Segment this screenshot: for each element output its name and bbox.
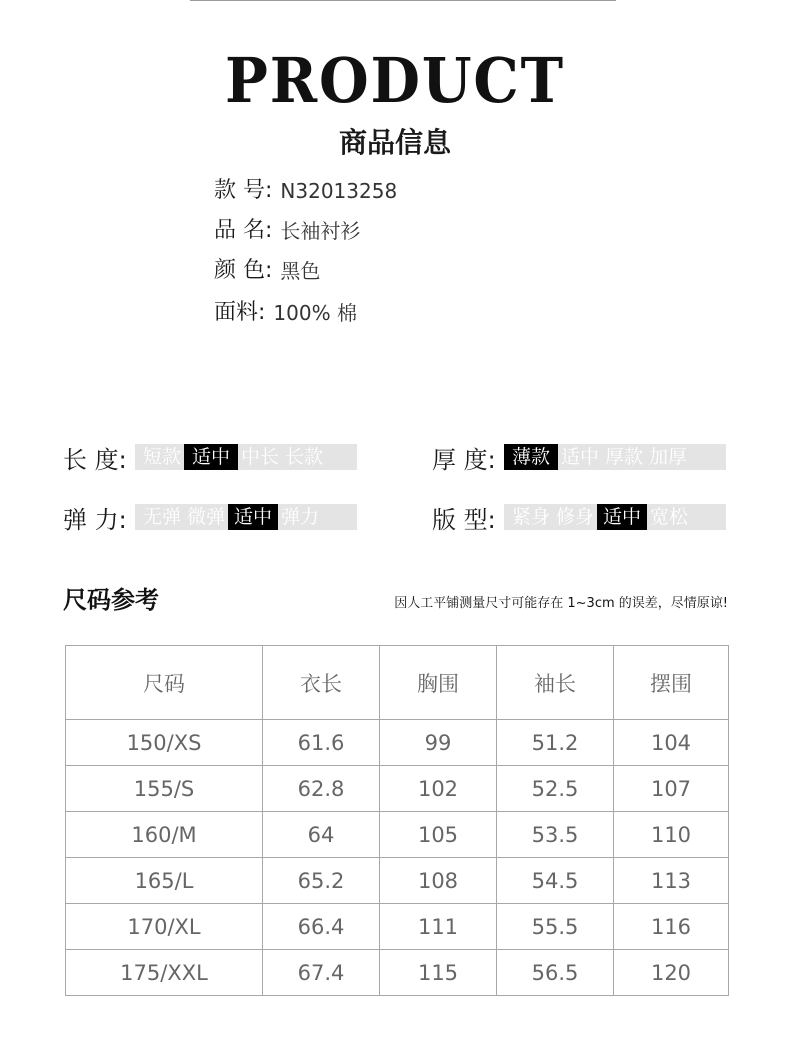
table-cell: 116: [614, 904, 729, 950]
table-cell: 56.5: [497, 950, 614, 996]
table-cell: 102: [380, 766, 497, 812]
table-cell: 105: [380, 812, 497, 858]
attr-track: [135, 504, 357, 530]
table-cell: 108: [380, 858, 497, 904]
table-row: [66, 812, 729, 858]
table-row: [66, 858, 729, 904]
attr-label: 弹 力:: [63, 505, 127, 534]
attr-option: 紧身: [512, 506, 551, 528]
size-table: [65, 645, 729, 996]
table-cell: 113: [614, 858, 729, 904]
attr-option: 修身: [556, 506, 595, 528]
attr-option-selected: 适中: [184, 444, 238, 470]
attr-label: 厚 度:: [432, 445, 496, 474]
info-row-fabric: [214, 297, 357, 329]
table-cell: 110: [614, 812, 729, 858]
attr-option: 适中: [561, 446, 600, 468]
attr-label: 长 度:: [63, 445, 127, 474]
attr-thickness: [432, 442, 726, 472]
table-cell: 155/S: [66, 766, 263, 812]
attr-option: 中长: [241, 446, 280, 468]
table-cell: 120: [614, 950, 729, 996]
top-divider: [190, 0, 616, 1]
info-label: 款 号:: [214, 178, 273, 203]
table-cell: 165/L: [66, 858, 263, 904]
table-cell: 54.5: [497, 858, 614, 904]
product-title: PRODUCT: [225, 44, 565, 117]
size-chart-heading: 尺码参考: [63, 586, 159, 614]
table-cell: 65.2: [263, 858, 380, 904]
attr-option-selected: 适中: [228, 504, 278, 530]
product-info-subtitle: 商品信息: [338, 126, 451, 159]
column-header: 摆围: [614, 646, 729, 720]
table-cell: 67.4: [263, 950, 380, 996]
info-row-color: [214, 255, 320, 287]
table-cell: 170/XL: [66, 904, 263, 950]
info-label: 品 名:: [214, 218, 273, 243]
attr-option: 微弹: [187, 506, 226, 528]
info-value: 长袖衬衫: [280, 219, 361, 243]
table-cell: 61.6: [263, 720, 380, 766]
column-header: 尺码: [66, 646, 263, 720]
attr-option: 长款: [285, 446, 324, 468]
attr-option: 无弹: [143, 506, 182, 528]
column-header: 衣长: [263, 646, 380, 720]
info-label: 颜 色:: [214, 258, 273, 283]
attr-fit: [432, 502, 726, 532]
attr-length: [63, 442, 357, 472]
table-cell: 99: [380, 720, 497, 766]
table-cell: 111: [380, 904, 497, 950]
table-row: [66, 720, 729, 766]
table-cell: 104: [614, 720, 729, 766]
table-cell: 160/M: [66, 812, 263, 858]
column-header: 袖长: [497, 646, 614, 720]
attr-option-selected: 适中: [597, 504, 647, 530]
attr-option: 厚款: [605, 446, 644, 468]
table-cell: 66.4: [263, 904, 380, 950]
table-cell: 55.5: [497, 904, 614, 950]
info-row-style-number: [214, 175, 397, 207]
attr-track: [504, 444, 726, 470]
table-row: [66, 766, 729, 812]
attr-option: 弹力: [281, 506, 320, 528]
table-cell: 64: [263, 812, 380, 858]
table-cell: 175/XXL: [66, 950, 263, 996]
table-header-row: [66, 646, 729, 720]
table-cell: 115: [380, 950, 497, 996]
table-cell: 150/XS: [66, 720, 263, 766]
attr-elasticity: [63, 502, 357, 532]
table-cell: 51.2: [497, 720, 614, 766]
attr-label: 版 型:: [432, 505, 496, 534]
info-value: 100% 棉: [273, 301, 357, 325]
info-value: 黑色: [280, 259, 321, 283]
info-value: N32013258: [280, 179, 398, 203]
info-label: 面料:: [214, 300, 266, 325]
table-cell: 52.5: [497, 766, 614, 812]
attr-option: 加厚: [649, 446, 688, 468]
attr-option-selected: 薄款: [504, 444, 558, 470]
table-cell: 62.8: [263, 766, 380, 812]
attr-track: [135, 444, 357, 470]
info-row-product-name: [214, 215, 360, 247]
column-header: 胸围: [380, 646, 497, 720]
attr-option: 宽松: [650, 506, 689, 528]
size-chart-note: 因人工平铺测量尺寸可能存在 1~3cm 的误差，尽情原谅!: [394, 596, 728, 611]
table-cell: 107: [614, 766, 729, 812]
table-row: [66, 904, 729, 950]
attr-option: 短款: [143, 446, 182, 468]
attr-track: [504, 504, 726, 530]
table-cell: 53.5: [497, 812, 614, 858]
table-row: [66, 950, 729, 996]
